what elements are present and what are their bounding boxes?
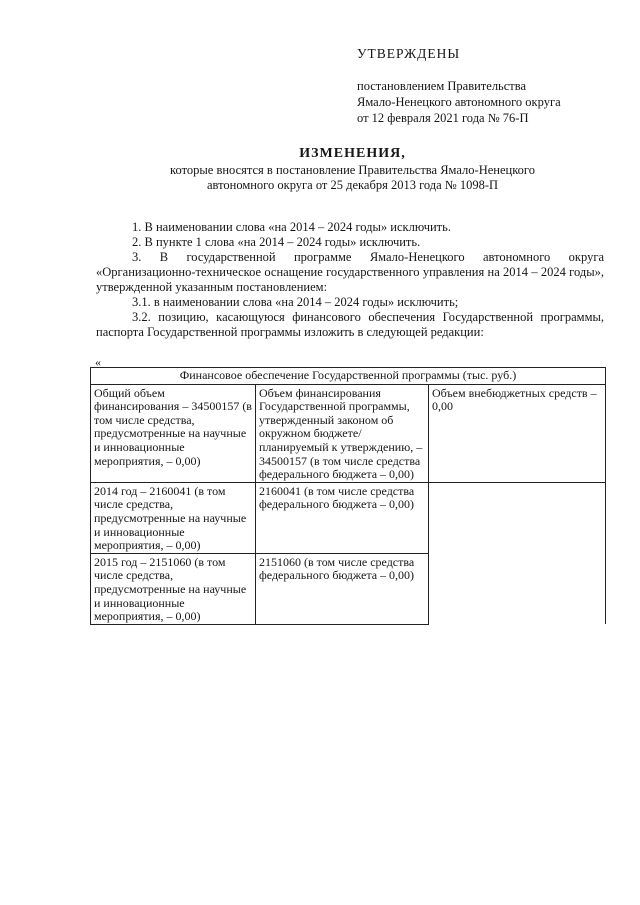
financing-table	[90, 367, 606, 625]
document-body	[96, 220, 604, 340]
total-financing-cell: Общий объем финансирования – 34500157 (в том числе средства, предусмотренные на научные и инновационные мероприятия, – 0,00)	[91, 384, 256, 482]
document-title: ИЗМЕНЕНИЯ,	[299, 146, 406, 161]
empty-cell	[429, 553, 606, 624]
table-header: Финансовое обеспечение Государственной программы (тыс. руб.)	[91, 368, 606, 385]
table-header-row	[91, 368, 606, 385]
empty-cell	[429, 482, 606, 553]
year-2015-cell: 2015 год – 2151060 (в том числе средства, предусмотренные на научные и инновационные мероприятия, – 0,00)	[91, 553, 256, 624]
paragraph-3-2: 3.2. позицию, касающуюся финансового обеспечения Государственной программы, паспорта Государственной программы изложить в следующей редакции:	[96, 310, 604, 339]
approval-title: УТВЕРЖДЕНЫ	[357, 46, 461, 61]
extrabudgetary-cell: Объем внебюджетных средств – 0,00	[429, 384, 606, 482]
heading-line-2: автономного округа от 25 декабря 2013 года № 1098-П	[206, 178, 499, 192]
paragraph-1: 1. В наименовании слова «на 2014 – 2024 годы» исключить.	[132, 220, 451, 234]
year-2014-budget-cell: 2160041 (в том числе средства федерального бюджета – 0,00)	[256, 482, 429, 553]
heading-line-1: которые вносятся в постановление Правительства Ямало-Ненецкого	[170, 163, 535, 177]
approval-block	[357, 46, 627, 126]
year-2015-budget-cell: 2151060 (в том числе средства федерального бюджета – 0,00)	[256, 553, 429, 624]
paragraph-3: 3. В государственной программе Ямало-Ненецкого автономного округа «Организационно-техническое оснащение государственного управления на 2014 – 2024 годы», утвержденной указанным постановлением:	[96, 250, 604, 294]
budget-financing-cell: Объем финансирования Государственной программы, утвержденный законом об окружном бюджете/планируемый к утверждению, – 34500157 (в том числе средства федерального бюджета – 0,00)	[256, 384, 429, 482]
table-row	[91, 384, 606, 482]
table-row	[91, 553, 606, 624]
year-2014-cell: 2014 год – 2160041 (в том числе средства, предусмотренные на научные и инновационные мероприятия, – 0,00)	[91, 482, 256, 553]
paragraph-2: 2. В пункте 1 слова «на 2014 – 2024 годы» исключить.	[132, 235, 421, 249]
approval-line-3: от 12 февраля 2021 года № 76-П	[357, 111, 529, 125]
approval-line-1: постановлением Правительства	[357, 79, 527, 93]
table-row	[91, 482, 606, 553]
document-heading	[96, 146, 609, 193]
opening-quote: «	[95, 355, 101, 369]
approval-line-2: Ямало-Ненецкого автономного округа	[357, 95, 561, 109]
paragraph-3-1: 3.1. в наименовании слова «на 2014 – 2024 годы» исключить;	[132, 295, 459, 309]
